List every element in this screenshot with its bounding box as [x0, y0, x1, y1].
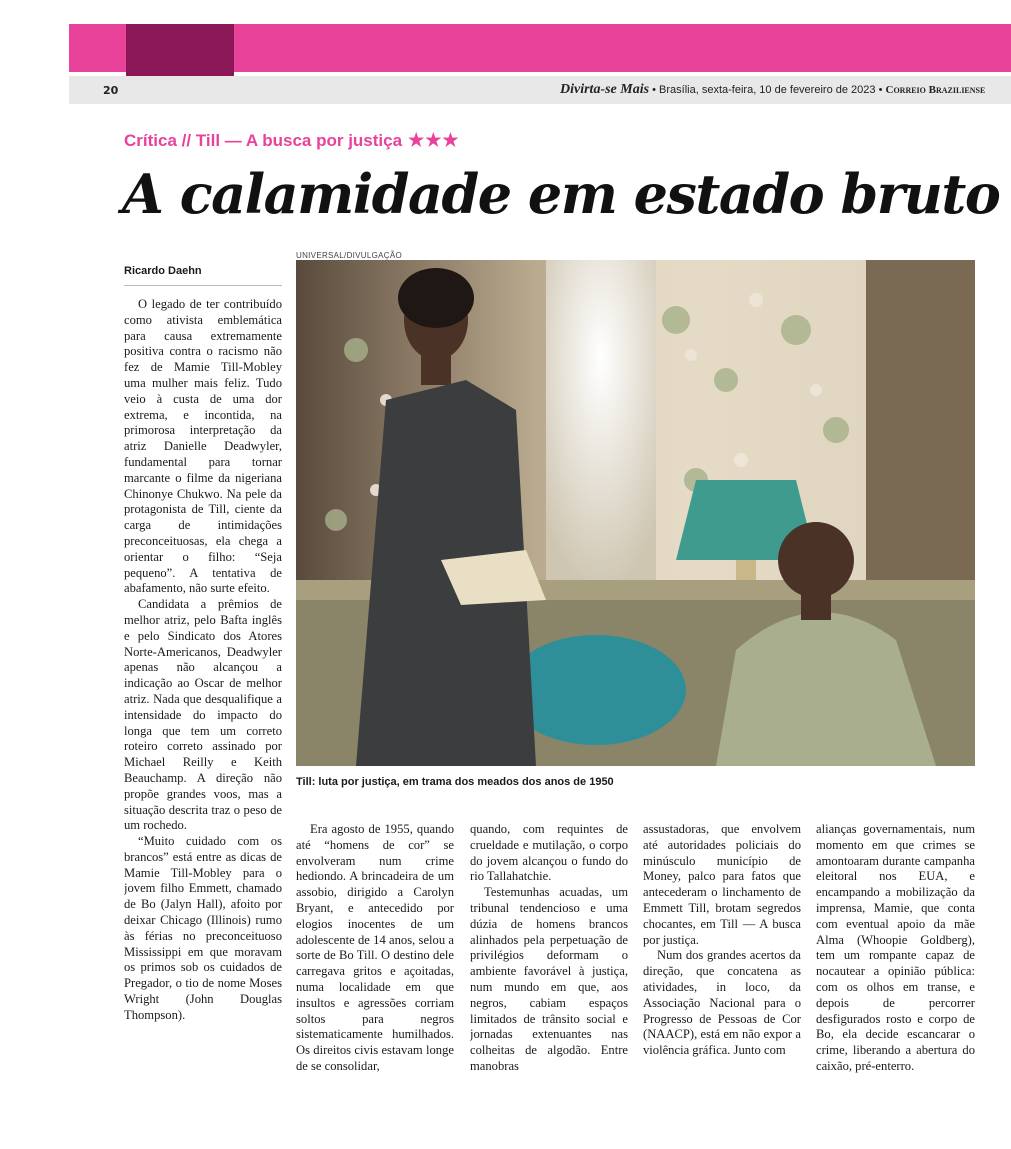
- supplement-name: Divirta-se Mais: [560, 82, 650, 97]
- bullet-icon: •: [652, 84, 656, 96]
- article-column-5: [816, 822, 975, 1082]
- article-photo: [296, 260, 975, 766]
- byline: Ricardo Daehn: [124, 265, 202, 277]
- paragraph: Num dos grandes acertos da direção, que concatena as atividades, in loco, da Associação Nacional para o Progresso de Pessoas de Cor (NAACP), está em não expor a violência gráfica. Junto com: [643, 948, 801, 1058]
- bullet-icon: •: [878, 84, 883, 96]
- paragraph: Candidata a prêmios de melhor atriz, pelo Bafta inglês e pelo Sindicato dos Atores Norte-Americanos, Deadwyler apenas não alcançou a indicação ao Oscar de melhor atriz. Nada que desqualifique a intensidade do impacto do longa que tem um correto roteiro correto assinado por Michael Reilly e Keith Beauchamp. A direção não propõe grandes voos, mas a situação descrita traz o peso de um rochedo.: [124, 597, 282, 833]
- article-column-3: [470, 822, 628, 1082]
- byline-divider: [124, 285, 282, 286]
- page-number: 20: [103, 84, 119, 97]
- rating-stars-icon: ★★★: [408, 130, 460, 150]
- paragraph: quando, com requintes de crueldade e mutilação, o corpo do jovem alcançou o fundo do rio Tallahatchie.: [470, 822, 628, 884]
- photo-credit: UNIVERSAL/DIVULGAÇÃO: [296, 251, 403, 260]
- article-kicker: [124, 130, 459, 151]
- paragraph: “Muito cuidado com os brancos” está entre as dicas de Mamie Till-Mobley para o jovem filho Emmett, chamado de Bo (Jalyn Hall), afoito por deixar Chicago (Illinois) rumo às férias no preconceituoso Mississippi em que moravam os primos sob os cuidados de Pregador, o tio de nome Moses Wright (John Douglas Thompson).: [124, 834, 282, 1022]
- paragraph: assustadoras, que envolvem até autoridades policiais do minúsculo município de Money, palco para fatos que antecederam o linchamento de Emmett Till, brotam segredos chocantes, em Till — A busca por justiça.: [643, 822, 801, 947]
- article-column-4: [643, 822, 801, 1082]
- photo-caption: Till: luta por justiça, em trama dos meados dos anos de 1950: [296, 776, 614, 788]
- kicker-text: Crítica // Till — A busca por justiça: [124, 131, 403, 150]
- paragraph: Era agosto de 1955, quando até “homens de cor” se envolveram num crime hediondo. A brincadeira de um assobio, dirigido a Carolyn Bryant, e antecedido por elogios inocentes de um adolescente de 14 anos, selou a sorte de Bo Till. O destino dele carregava gritos e açoitadas, numa localidade em que insultos e agressões corriam soltos para negros sistematicamente humilhados. Os direitos civis estavam longe de se consolidar,: [296, 822, 454, 1073]
- paragraph: alianças governamentais, num momento em que crimes se amontoaram durante campanha eleitoral nos EUA, e encampando a mobilização da imprensa, Mamie, que conta com eventual apoio da mãe Alma (Whoopie Goldberg), tem um rompante capaz de nocautear a opinião pública: com os olhos em transe, e depois de percorrer desfigurados rosto e corpo de Bo, ela decide escancarar o crime, liberando a abertura do caixão, pré-enterro.: [816, 822, 975, 1073]
- article-column-2: [296, 822, 454, 1082]
- article-column-1: [124, 297, 282, 1087]
- newspaper-name: Correio Braziliense: [885, 84, 986, 96]
- headline: A calamidade em estado bruto: [122, 162, 1000, 226]
- paragraph: Testemunhas acuadas, um tribunal tendencioso e uma dúzia de homens brancos alinhados pela perpetuação de privilégios deformam o ambiente favorável à justiça, num mundo em que, aos negros, cabiam espaços limitados de trânsito social e jornadas extenuantes nas colheitas de algodão. Entre manobras: [470, 885, 628, 1073]
- dateline: Brasília, sexta-feira, 10 de fevereiro de 2023: [659, 84, 876, 96]
- paragraph: O legado de ter contribuído como ativista emblemática para causa extremamente positiva contra o racismo não fez de Mamie Till-Mobley uma mulher mais feliz. Tudo veio à custa de uma dor extrema, e incontida, na primorosa interpretação da atriz Danielle Deadwyler, fundamental para tornar marcante o filme da nigeriana Chinonye Chukwo. Na pele da protagonista de Till, ciente da carga de intimidações preconceituosas, ela chega a orientar o filho: “Seja pequeno”. A tentativa de abafamento, não surte efeito.: [124, 297, 282, 596]
- issue-line: [560, 82, 985, 98]
